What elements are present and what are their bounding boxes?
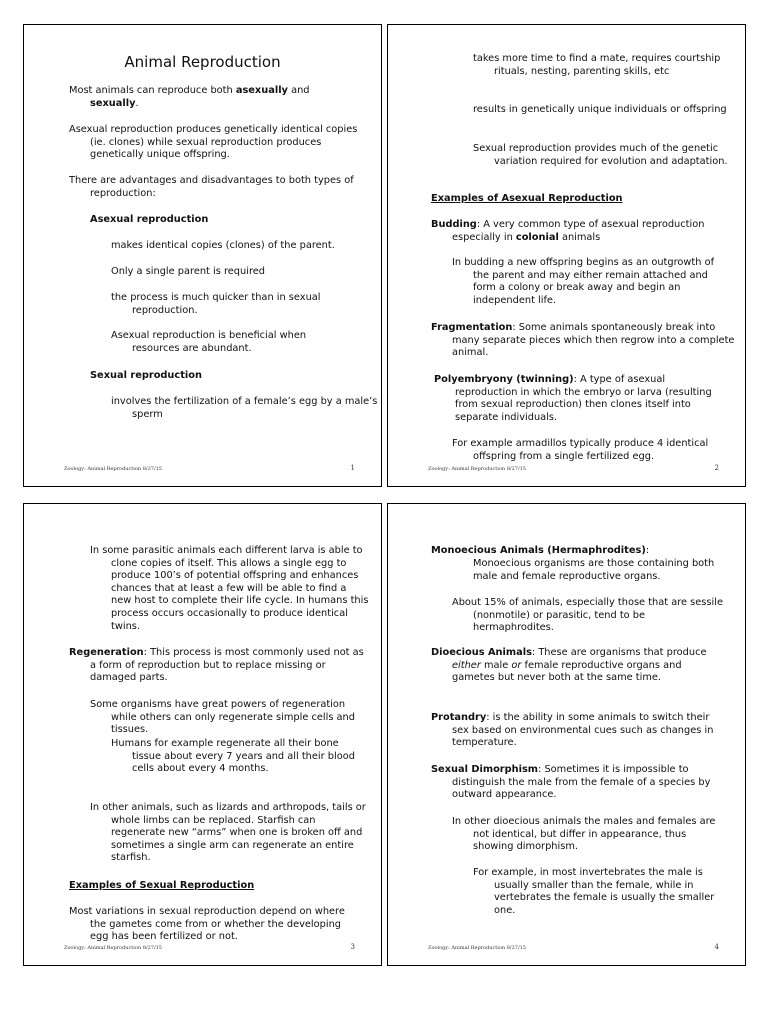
budding-paragraph: Budding: A very common type of asexual reproduction especially in colonial animals (431, 219, 705, 243)
dimorphism-paragraph: Sexual Dimorphism: Sometimes it is impossible to distinguish the male from the female of a species by outward appearance. (431, 764, 711, 801)
page-number: 3 (350, 943, 355, 951)
dioecious-paragraph: Dioecious Animals: These are organisms that produce either male or female reproductive organs and gametes but never both at the same time. (431, 647, 707, 684)
regeneration-paragraph: Regeneration: This process is most commonly used not as a form of reproduction but to replace missing or damaged parts. (69, 647, 364, 684)
slide-2 (387, 24, 746, 487)
sexual-heading: Sexual reproduction (90, 370, 202, 381)
slide-footer: Zoology: Animal Reproduction 8/27/15 (428, 945, 526, 951)
dimorphism-detail: In other dioecious animals the males and females are not identical, but differ in appearance, thus showing dimorphism. (452, 816, 716, 853)
slide-1 (23, 24, 382, 487)
asexual-point-4: Asexual reproduction is beneficial when resources are abundant. (111, 330, 307, 354)
asexual-examples-heading: Examples of Asexual Reproduction (431, 193, 623, 204)
monoecious-heading: Monoecious Animals (Hermaphrodites): (431, 545, 650, 556)
fragmentation-paragraph: Fragmentation: Some animals spontaneously break into many separate pieces which then regrow into a complete animal. (431, 322, 735, 359)
advantages-paragraph: There are advantages and disadvantages to both types of reproduction: (69, 175, 354, 199)
page-number: 1 (350, 464, 355, 472)
sexual-point-1: involves the fertilization of a female’s egg by a male’s sperm (111, 396, 378, 420)
polyembryony-paragraph: Polyembryony (twinning): A type of asexual reproduction in which the embryo or larva (resulting from sexual reproduction) then clones itself into separate individuals. (434, 374, 712, 423)
asexual-heading: Asexual reproduction (90, 214, 209, 225)
slide-title: Animal Reproduction (124, 53, 281, 71)
sexual-examples-heading: Examples of Sexual Reproduction (69, 880, 255, 891)
sexual-variations-paragraph: Most variations in sexual reproduction depend on where the gametes come from or whether the developing egg has been fertilized or not. (69, 906, 345, 943)
intro-paragraph: Most animals can reproduce both asexually and sexually. (69, 85, 310, 109)
monoecious-text: Monoecious organisms are those containing both male and female reproductive organs. (473, 558, 715, 582)
monoecious-detail: About 15% of animals, especially those that are sessile (nonmotile) or parasitic, tend to be hermaphrodites. (452, 597, 723, 634)
parasitic-cloning-paragraph: In some parasitic animals each different larva is able to clone copies of itself. This allows a single egg to produce 100’s of potential offspring and enhances chances that at least a few will be able to find a new host to complete their life cycle. In humans this process occurs occasionally to produce identical twins. (90, 545, 369, 632)
sexual-point-4: Sexual reproduction provides much of the genetic variation required for evolution and adaptation. (473, 143, 728, 167)
budding-detail: In budding a new offspring begins as an outgrowth of the parent and may either remain attached and form a colony or break away and begin an independent life. (452, 257, 715, 306)
sexual-point-3: results in genetically unique individuals or offspring (473, 104, 727, 115)
asexual-point-1: makes identical copies (clones) of the parent. (111, 240, 335, 251)
asexual-point-2: Only a single parent is required (111, 266, 266, 277)
slide-4 (387, 503, 746, 966)
slide-footer: Zoology: Animal Reproduction 8/27/15 (64, 945, 162, 951)
regeneration-powers: Some organisms have great powers of regeneration while others can only regenerate simple cells and tissues. (90, 699, 355, 736)
page-number: 4 (714, 943, 719, 951)
slide-footer: Zoology: Animal Reproduction 8/27/15 (428, 466, 526, 472)
asexual-vs-sexual-paragraph: Asexual reproduction produces genetically identical copies (ie. clones) while sexual reproduction produces genetically unique offspring. (69, 124, 358, 161)
slide-footer: Zoology: Animal Reproduction 8/27/15 (64, 466, 162, 472)
limb-regeneration: In other animals, such as lizards and arthropods, tails or whole limbs can be replaced. Starfish can regenerate new “arms” when one is broken off and sometimes a single arm can regenerate an entire starfish. (90, 802, 366, 864)
sexual-point-2: takes more time to find a mate, requires courtship rituals, nesting, parenting skills, etc (473, 53, 721, 77)
human-regeneration: Humans for example regenerate all their bone tissue about every 7 years and all their blood cells about every 4 months. (111, 738, 355, 775)
protandry-paragraph: Protandry: is the ability in some animals to switch their sex based on environmental cues such as changes in temperature. (431, 712, 714, 749)
polyembryony-example: For example armadillos typically produce 4 identical offspring from a single fertilized egg. (452, 438, 709, 462)
page-number: 2 (714, 464, 719, 472)
slide-3 (23, 503, 382, 966)
dimorphism-example: For example, in most invertebrates the male is usually smaller than the female, while in vertebrates the female is usually the smaller one. (473, 867, 715, 916)
asexual-point-3: the process is much quicker than in sexual reproduction. (111, 292, 321, 316)
